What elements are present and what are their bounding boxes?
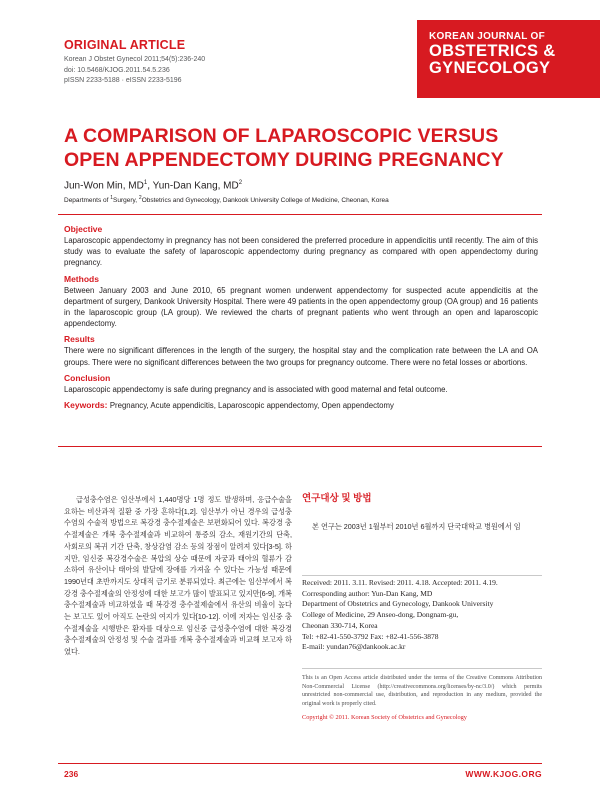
methods-section-text: 본 연구는 2003년 1월부터 2010년 6월까지 단국대학교 병원에서 임 <box>312 522 521 531</box>
results-heading: Results <box>64 334 95 345</box>
methods-text: Between January 2003 and June 2010, 65 pregnant women underwent appendectomy for suspected acute appendicitis at the department of surgery, Dankook University Hospital. There were 49 patients in the open appendectomy group (OA group) and 16 patients in the laparoscopic group (LA group). We reviewed the charts of pregnant patients who went through an open and laparoscopic appendectomy. <box>64 285 538 329</box>
methods-heading: Methods <box>64 273 99 284</box>
author-phone: Tel: +82-41-550-3792 Fax: +82-41-556-3878 <box>302 631 439 641</box>
abstract <box>64 224 538 410</box>
authors <box>64 180 242 191</box>
results-text: There were no significant differences in the length of the surgery, the hospital stay and the complication rate between the LA and OA groups. There were no significant differences between the two groups for pregnancy outcome. There were no fetal losses or abortions. <box>64 346 538 367</box>
citation: Korean J Obstet Gynecol 2011;54(5):236-240 <box>64 56 206 63</box>
author-email[interactable]: E-mail: yundan76@dankook.ac.kr <box>302 642 406 652</box>
license-text: This is an Open Access article distributed under the terms of the Creative Commons Attribution Non-Commercial License (http://creativecommons.org/licenses/by-nc/3.0/) which permits unrestricted non-commercial use, distribution, and reproduction in any medium, provided the original work is properly cited. <box>302 675 542 707</box>
affil-1: Surgery, <box>113 197 139 205</box>
paper-title: A COMPARISON OF LAPAROSCOPIC VERSUS OPEN APPENDECTOMY DURING PREGNANCY <box>64 125 504 171</box>
citation-block <box>64 55 324 87</box>
author-2: Yun-Dan Kang, MD <box>152 180 239 192</box>
received-dates: Received: 2011. 3.11. Revised: 2011. 4.18. Accepted: 2011. 4.19. <box>302 578 498 587</box>
author-address: College of Medicine, 29 Anseo-dong, Dongnam-gu, <box>302 610 459 620</box>
affil-prefix: Departments of <box>64 197 111 205</box>
objective-heading: Objective <box>64 224 103 234</box>
journal-website-link[interactable]: WWW.KJOG.ORG <box>465 769 542 779</box>
author-2-sup: 2 <box>238 180 243 186</box>
objective-text: Laparoscopic appendectomy in pregnancy has not been considered the preferred procedure in appendicitis until recently. The aim of this study was to evaluate the safety of laparoscopic appendectomy during pregnancy as compared with open appendectomy during pregnancy. <box>64 236 538 268</box>
corresponding-author: Corresponding author: Yun-Dan Kang, MD <box>302 588 433 598</box>
issn: pISSN 2233-5188 · eISSN 2233-5196 <box>64 77 182 84</box>
doi: doi: 10.5468/KJOG.2011.54.5.236 <box>64 66 170 74</box>
author-1-sup: 1 <box>143 180 148 186</box>
abstract-top-rule <box>58 214 542 215</box>
article-type: ORIGINAL ARTICLE <box>64 38 186 52</box>
copyright: Copyright © 2011. Korean Society of Obstetrics and Gynecology <box>302 714 467 721</box>
affil-2: Obstetrics and Gynecology, Dankook University College of Medicine, Cheonan, Korea <box>141 197 389 205</box>
journal-badge <box>417 20 600 98</box>
journal-name-line2: OBSTETRICS & <box>429 42 556 60</box>
author-separator: , <box>147 180 153 192</box>
author-department: Department of Obstetrics and Gynecology, Dankook University <box>302 599 494 609</box>
page-number: 236 <box>64 769 79 779</box>
keywords <box>64 400 538 410</box>
journal-name-line3: GYNECOLOGY <box>429 59 551 77</box>
article-header <box>64 38 324 87</box>
correspondence-block <box>302 578 542 653</box>
abstract-bottom-rule <box>58 446 542 447</box>
keywords-label: Keywords: <box>64 400 110 411</box>
conclusion-heading: Conclusion <box>64 372 111 383</box>
author-1: Jun-Won Min, MD <box>64 180 144 192</box>
correspondence-top-rule <box>302 575 542 576</box>
footer-rule <box>58 763 542 764</box>
license-top-rule <box>302 668 542 669</box>
journal-name-line1: KOREAN JOURNAL OF <box>429 31 546 42</box>
author-city: Cheonan 330-714, Korea <box>302 620 378 630</box>
keywords-text: Pregnancy, Acute appendicitis, Laparoscopic appendectomy, Open appendectomy <box>109 401 394 411</box>
affiliations <box>64 195 389 204</box>
conclusion-text: Laparoscopic appendectomy is safe during pregnancy and is associated with good maternal and fetal outcome. <box>64 384 448 394</box>
affil-1-sup: 1 <box>110 195 114 201</box>
methods-section-heading: 연구대상 및 방법 <box>302 493 372 504</box>
affil-2-sup: 2 <box>138 195 142 201</box>
introduction-text: 급성충수염은 임산부에서 1,440명당 1명 정도 발생하며, 응급수술을 요하는 비산과적 질환 중 가장 흔하다[1,2]. 임산부가 아닌 경우의 급성충수염의 수술적 방법으로 복강경 충수절제술은 보편화되어 있다. 복강경 충수절제술은 개복 충수절제술과 비교하여 통증의 감소, 재원기간의 단축, 사회로의 복귀 기간 단축, 창상감염 감소 등의 장점이 알려져 있다[3-5]. 하지만, 임신중 복강경수술은 복압의 상승 때문에 자궁과 태아의 혈류가 감소하여 유산이나 태아의 발달에 장애를 가져올 수 있다는 가능성 때문에 1990년대 초반까지도 상대적 금기로 분류되었다. 최근에는 임산부에서 복강경 충수절제술의 안정성에 대한 보고가 많이 발표되고 있지만[6-9], 개복 충수절제술과 비교하였을 때 복강경 충수절제술에서 유산의 비율이 높다는 보고도 있어 아직도 논란의 여지가 있다[10-12]. 이에 저자는 임신중 충수절제술을 시행받은 환자를 대상으로 임신중 급성충수염에 대한 복강경 충수절제술의 안정성 및 수술 결과를 개복 충수절제술과 비교해 보고자 하였다. <box>64 495 292 657</box>
